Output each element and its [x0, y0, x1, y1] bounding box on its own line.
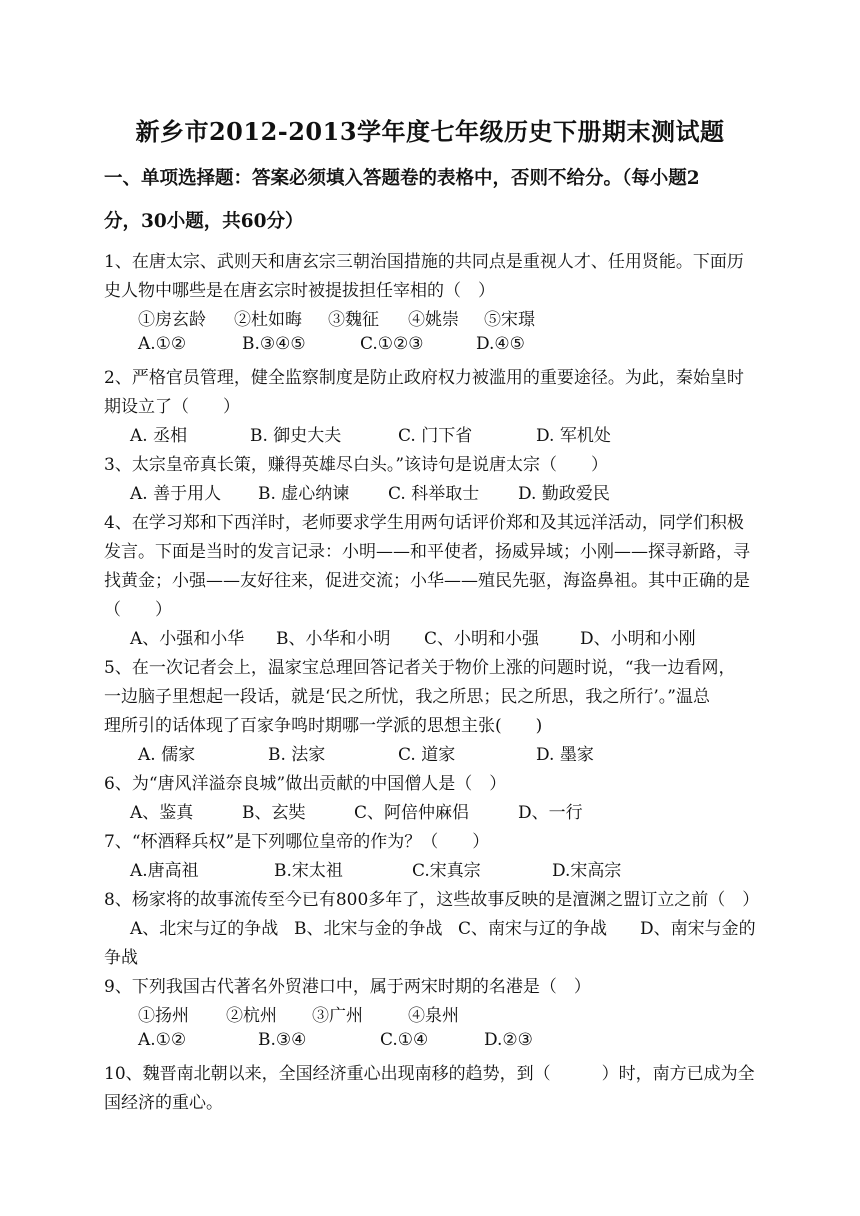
q9-item-3: ③广州 [312, 1006, 363, 1026]
q4-option-b: B、小华和小明 [276, 629, 391, 649]
q1-stem-line-2: 史人物中哪些是在唐玄宗时被提拔担任宰相的（ ） [104, 281, 495, 301]
q8-option-d-continuation: 争战 [104, 948, 138, 968]
q5-option-a: A. 儒家 [138, 745, 196, 765]
q9-item-4: ④泉州 [408, 1006, 459, 1026]
q4-stem-line-4: （ ） [104, 600, 172, 620]
q5-stem-line-2: 一边脑子里想起一段话，就是‘民之所忧，我之所思；民之所思，我之所行’。”温总 [104, 687, 710, 707]
q2-stem-line-2: 期设立了（ ） [104, 397, 240, 417]
q4-stem-line-1: 4、在学习郑和下西洋时，老师要求学生用两句话评价郑和及其远洋活动，同学们积极 [104, 513, 744, 533]
q9-option-b: B.③④ [258, 1030, 307, 1050]
q7-option-a: A.唐高祖 [130, 861, 199, 881]
q9-option-c: C.①④ [380, 1030, 429, 1050]
q8-option-a: A、北宋与辽的争战 [130, 919, 279, 939]
q2-option-d: D. 军机处 [536, 426, 611, 446]
q7-option-d: D.宋高宗 [552, 861, 622, 881]
q7-option-c: C.宋真宗 [412, 861, 481, 881]
q8-stem-line-1: 8、杨家将的故事流传至今已有800多年了，这些故事反映的是澶渊之盟订立之前（ ） [104, 890, 760, 910]
q2-option-b: B. 御史大夫 [250, 426, 342, 446]
q1-item-1: ①房玄龄 [138, 310, 206, 330]
q9-option-a: A.①② [138, 1030, 187, 1050]
q1-option-d: D.④⑤ [476, 334, 525, 354]
q1-item-5: ⑤宋璟 [484, 310, 535, 330]
q6-option-a: A、鉴真 [130, 803, 194, 823]
q8-option-d: D、南宋与金的 [640, 919, 756, 939]
q3-option-b: B. 虚心纳谏 [258, 484, 350, 504]
q5-option-c: C. 道家 [398, 745, 456, 765]
q10-stem-line-1: 10、魏晋南北朝以来，全国经济重心出现南移的趋势，到（ ）时，南方已成为全 [104, 1064, 755, 1084]
q2-option-a: A. 丞相 [130, 426, 188, 446]
q7-stem-line-1: 7、“杯酒释兵权”是下列哪位皇帝的作为？（ ） [104, 832, 490, 852]
q6-option-d: D、一行 [518, 803, 583, 823]
q9-item-1: ①扬州 [138, 1006, 189, 1026]
q1-option-b: B.③④⑤ [242, 334, 306, 354]
q6-stem-line-1: 6、为“唐风洋溢奈良城”做出贡献的中国僧人是（ ） [104, 774, 507, 794]
q3-option-a: A. 善于用人 [130, 484, 222, 504]
q5-stem-line-3: 理所引的话体现了百家争鸣时期哪一学派的思想主张( ) [104, 716, 543, 736]
q1-option-c: C.①②③ [360, 334, 424, 354]
section-heading-line-2: 分，30小题，共60分） [104, 211, 304, 232]
exam-title: 新乡市2012-2013学年度七年级历史下册期末测试题 [135, 117, 725, 146]
q6-option-c: C、阿倍仲麻侣 [354, 803, 470, 823]
section-heading-line-1: 一、单项选择题：答案必须填入答题卷的表格中，否则不给分。（每小题2 [104, 168, 700, 189]
q1-item-3: ③魏征 [328, 310, 379, 330]
q5-option-b: B. 法家 [268, 745, 326, 765]
q1-item-4: ④姚崇 [408, 310, 459, 330]
q4-option-d: D、小明和小刚 [580, 629, 696, 649]
q10-stem-line-2: 国经济的重心。 [104, 1093, 223, 1113]
q3-stem-line-1: 3、太宗皇帝真长策，赚得英雄尽白头。”该诗句是说唐太宗（ ） [104, 455, 609, 475]
q5-option-d: D. 墨家 [536, 745, 594, 765]
q4-stem-line-2: 发言。下面是当时的发言记录：小明——和平使者，扬威异域；小刚——探寻新路，寻 [104, 542, 750, 562]
q4-option-a: A、小强和小华 [130, 629, 245, 649]
q1-stem-line-1: 1、在唐太宗、武则天和唐玄宗三朝治国措施的共同点是重视人才、任用贤能。下面历 [104, 252, 744, 272]
q8-option-c: C、南宋与辽的争战 [458, 919, 608, 939]
q3-option-c: C. 科举取士 [388, 484, 480, 504]
q2-stem-line-1: 2、严格官员管理，健全监察制度是防止政府权力被滥用的重要途径。为此，秦始皇时 [104, 368, 744, 388]
q8-option-b: B、北宋与金的争战 [294, 919, 443, 939]
q2-option-c: C. 门下省 [398, 426, 473, 446]
q3-option-d: D. 勤政爱民 [518, 484, 610, 504]
q5-stem-line-1: 5、在一次记者会上，温家宝总理回答记者关于物价上涨的问题时说，“我一边看网， [104, 658, 736, 678]
q1-item-2: ②杜如晦 [234, 310, 302, 330]
q6-option-b: B、玄奘 [242, 803, 306, 823]
q1-option-a: A.①② [138, 334, 187, 354]
q4-option-c: C、小明和小强 [424, 629, 540, 649]
q9-item-2: ②杭州 [226, 1006, 277, 1026]
q9-option-d: D.②③ [484, 1030, 533, 1050]
q9-stem-line-1: 9、下列我国古代著名外贸港口中，属于两宋时期的名港是（ ） [104, 977, 591, 997]
q4-stem-line-3: 找黄金；小强——友好往来，促进交流；小华——殖民先驱，海盗鼻祖。其中正确的是 [104, 571, 750, 591]
q7-option-b: B.宋太祖 [274, 861, 343, 881]
